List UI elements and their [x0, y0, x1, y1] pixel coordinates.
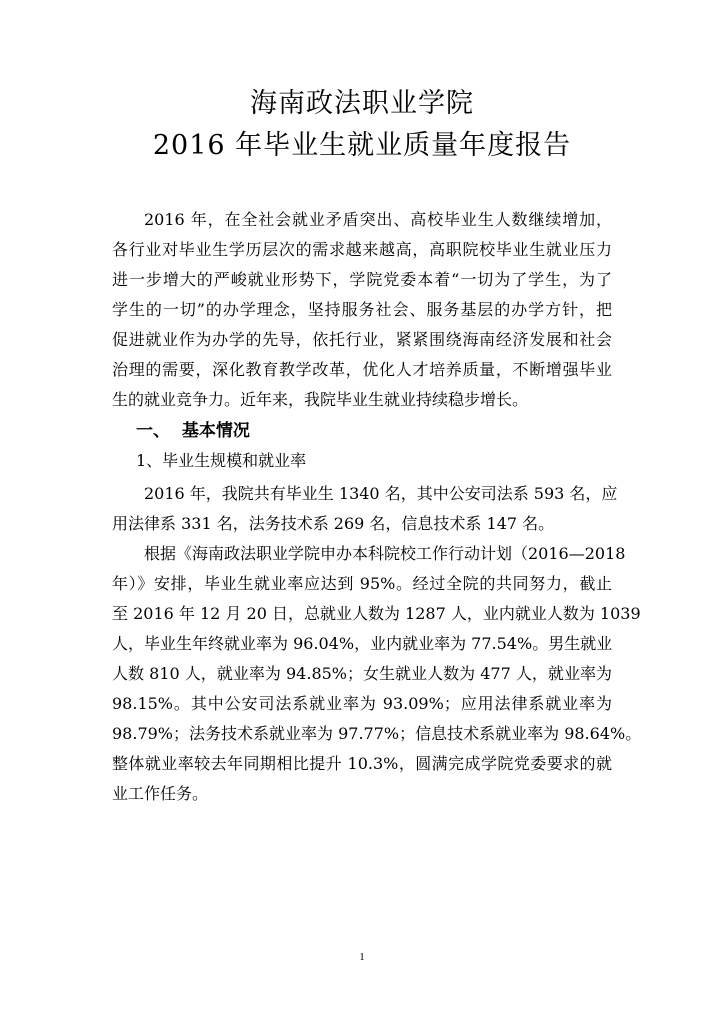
paragraph-line: 至 2016 年 12 月 20 日，总就业人数为 1287 人，业内就业人数为 1039: [112, 604, 641, 623]
intro-line: 治理的需要，深化教育教学改革，优化人才培养质量，不断增强毕业: [112, 360, 612, 379]
intro-line: 学生的一切”的办学理念，坚持服务社会、服务基层的办学方针，把: [112, 300, 612, 319]
intro-line: 促进就业作为办学的先导，依托行业，紧紧围绕海南经济发展和社会: [112, 330, 612, 349]
subsection-heading: 1、毕业生规模和就业率: [136, 451, 307, 470]
paragraph-line: 2016 年，我院共有毕业生 1340 名，其中公安司法系 593 名，应: [144, 484, 618, 503]
intro-line: 各行业对毕业生学历层次的需求越来越高，高职院校毕业生就业压力: [112, 240, 612, 259]
intro-line: 进一步增大的严峻就业形势下，学院党委本着“一切为了学生，为了: [112, 270, 612, 289]
page-number: 1: [359, 951, 365, 963]
intro-line: 生的就业竞争力。近年来，我院毕业生就业持续稳步增长。: [112, 390, 529, 409]
section-heading: 一、 基本情况: [136, 421, 250, 441]
paragraph-line: 年）》安排，毕业生就业率应达到 95%。经过全院的共同努力，截止: [112, 574, 612, 593]
paragraph-line: 98.79%；法务技术系就业率为 97.77%；信息技术系就业率为 98.64%。: [112, 724, 642, 743]
paragraph-line: 用法律系 331 名，法务技术系 269 名，信息技术系 147 名。: [112, 514, 555, 533]
paragraph-line: 98.15%。其中公安司法系就业率为 93.09%；应用法律系就业率为: [112, 694, 612, 713]
paragraph-line: 根据《海南政法职业学院申办本科院校工作行动计划（2016—2018: [144, 544, 626, 563]
intro-line: 2016 年，在全社会就业矛盾突出、高校毕业生人数继续增加，: [144, 210, 612, 229]
paragraph-line: 整体就业率较去年同期相比提升 10.3%，圆满完成学院党委要求的就: [112, 754, 612, 773]
paragraph-line: 人，毕业生年终就业率为 96.04%，业内就业率为 77.54%。男生就业: [112, 634, 613, 653]
paragraph-line: 人数 810 人，就业率为 94.85%；女生就业人数为 477 人，就业率为: [112, 664, 612, 683]
document-title-line1: 海南政法职业学院: [250, 88, 474, 119]
paragraph-line: 业工作任务。: [112, 784, 209, 803]
document-title-line2: 2016 年毕业生就业质量年度报告: [152, 130, 572, 161]
